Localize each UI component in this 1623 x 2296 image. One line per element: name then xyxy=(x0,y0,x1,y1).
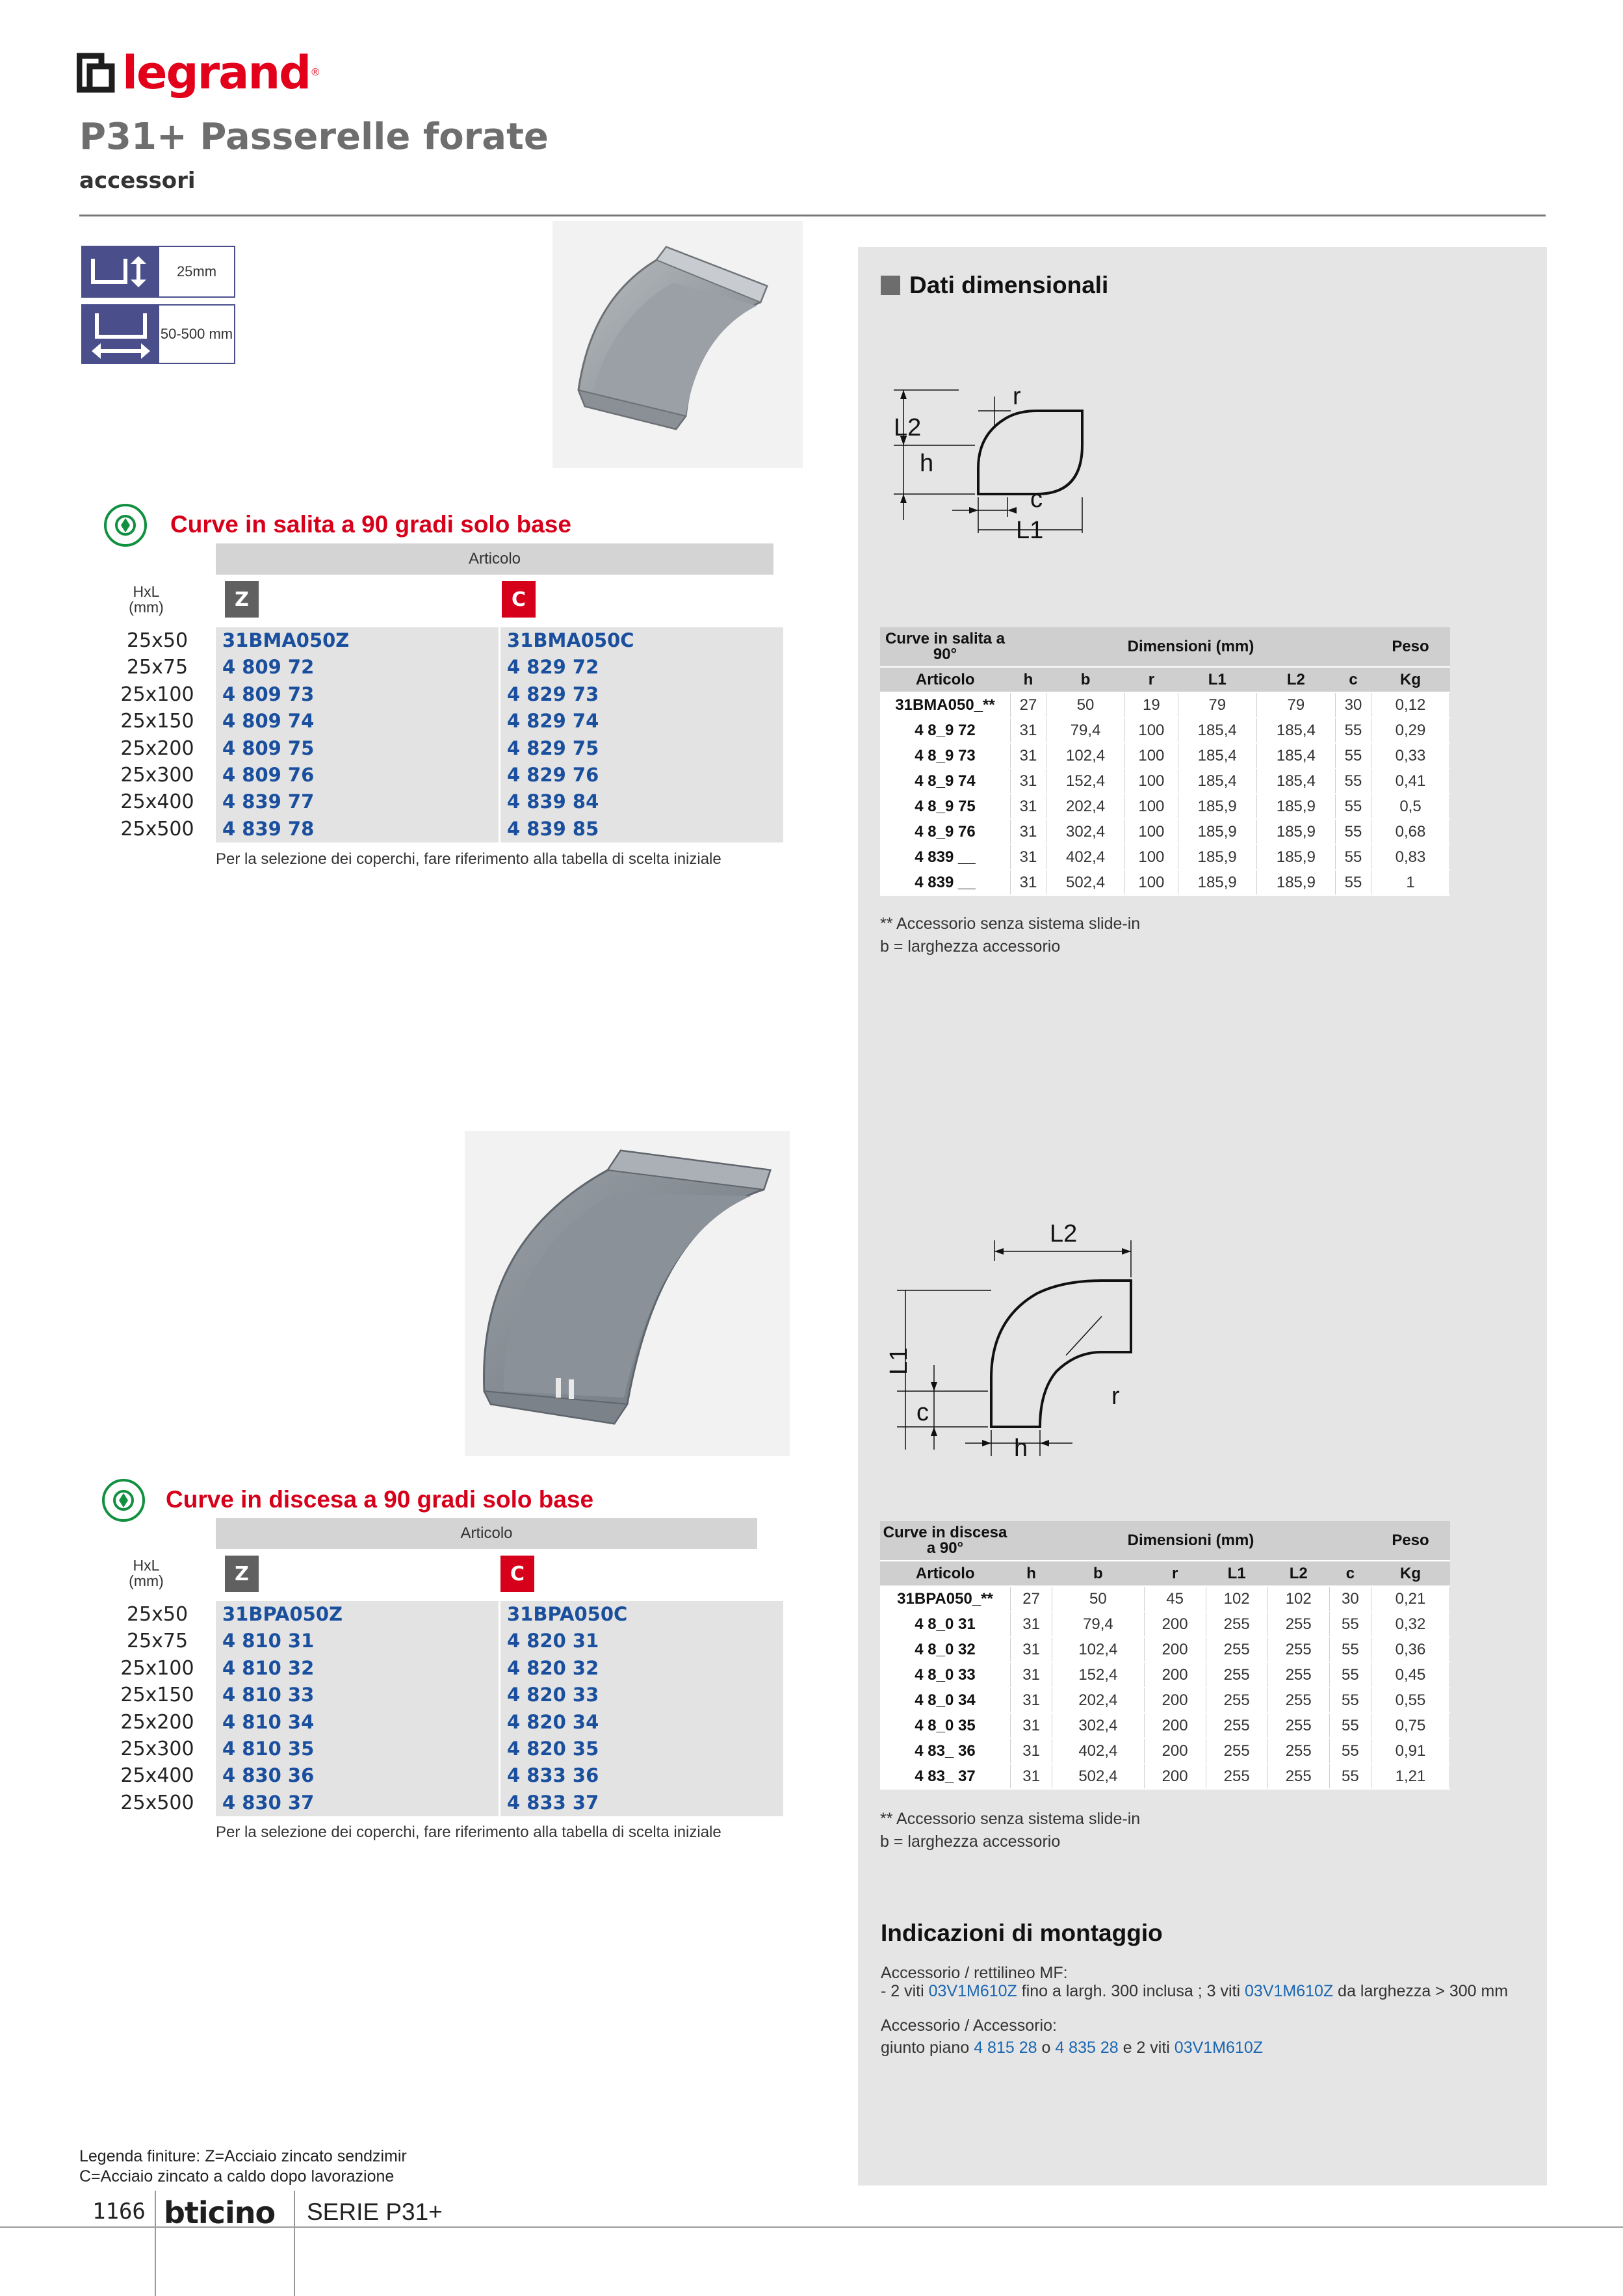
value-cell: 55 xyxy=(1335,718,1371,743)
value-cell: 302,4 xyxy=(1052,1713,1144,1738)
value-cell: 185,9 xyxy=(1256,794,1335,819)
section2-articolo-header: Articolo xyxy=(216,1518,757,1549)
table-row xyxy=(880,718,1450,743)
value-cell: 302,4 xyxy=(1046,819,1124,844)
value-cell: 402,4 xyxy=(1052,1738,1144,1764)
article-code-c[interactable]: 4 833 36 xyxy=(500,1762,784,1789)
montaggio-instructions xyxy=(881,1964,1508,2057)
value-cell: 0,21 xyxy=(1371,1586,1450,1611)
article-code-z[interactable]: 4 809 75 xyxy=(216,735,500,762)
value-cell: 185,9 xyxy=(1178,794,1256,819)
value-cell: 27 xyxy=(1011,692,1046,718)
column-header: L1 xyxy=(1206,1561,1267,1586)
value-cell: 79,4 xyxy=(1052,1611,1144,1637)
dati-dimensionali-heading: Dati dimensionali xyxy=(881,272,1108,299)
height-badge xyxy=(81,246,235,298)
column-header: Kg xyxy=(1371,667,1450,692)
size-cell: 25x150 xyxy=(120,1684,194,1707)
value-cell: 102,4 xyxy=(1046,743,1124,768)
joint-code-link[interactable]: 4 815 28 xyxy=(974,2038,1037,2057)
value-cell: 502,4 xyxy=(1046,870,1124,895)
value-cell: 200 xyxy=(1144,1637,1206,1662)
header-divider xyxy=(79,215,1546,216)
value-cell: 0,55 xyxy=(1371,1688,1450,1713)
article-code-z[interactable]: 4 809 76 xyxy=(216,762,500,789)
article-code-c[interactable]: 4 829 76 xyxy=(500,762,784,789)
montaggio-line-joint: giunto piano 4 815 28 o 4 835 28 e 2 viti 03V1M610Z xyxy=(881,2038,1263,2057)
curve-down-photo xyxy=(465,1131,790,1456)
table-row xyxy=(880,743,1450,768)
article-code-z[interactable]: 4 810 32 xyxy=(216,1655,500,1682)
dim-table1-note-width: b = larghezza accessorio xyxy=(880,937,1061,956)
table-row xyxy=(99,1790,783,1816)
dim-table-caption: Curve in discesa a 90° xyxy=(880,1521,1011,1561)
column-header: r xyxy=(1144,1561,1206,1586)
value-cell: 0,32 xyxy=(1371,1611,1450,1637)
article-cell: 4 839 __ xyxy=(880,844,1011,870)
value-cell: 31 xyxy=(1011,1688,1052,1713)
article-code-z[interactable]: 31BPA050Z xyxy=(216,1601,500,1628)
width-badge xyxy=(81,304,235,364)
article-code-z[interactable]: 4 830 36 xyxy=(216,1762,500,1789)
value-cell: 185,9 xyxy=(1256,844,1335,870)
table-row xyxy=(99,1601,783,1628)
value-cell: 50 xyxy=(1052,1586,1144,1611)
value-cell: 255 xyxy=(1267,1738,1329,1764)
value-cell: 255 xyxy=(1206,1662,1267,1688)
article-code-c[interactable]: 31BPA050C xyxy=(500,1601,784,1628)
value-cell: 55 xyxy=(1335,768,1371,794)
table-row xyxy=(880,1713,1450,1738)
value-cell: 255 xyxy=(1206,1738,1267,1764)
size-cell: 25x75 xyxy=(126,656,188,679)
value-cell: 255 xyxy=(1267,1713,1329,1738)
value-cell: 255 xyxy=(1206,1688,1267,1713)
value-cell: 31 xyxy=(1011,1662,1052,1688)
article-cell: 4 8_0 31 xyxy=(880,1611,1011,1637)
article-code-z[interactable]: 4 839 78 xyxy=(216,816,500,842)
h-label: h xyxy=(1014,1435,1028,1462)
value-cell: 79,4 xyxy=(1046,718,1124,743)
size-cell: 25x50 xyxy=(126,1603,188,1626)
value-cell: 0,33 xyxy=(1371,743,1450,768)
page-number: 1166 xyxy=(92,2198,146,2224)
l1-label: L1 xyxy=(885,1347,913,1375)
table-row xyxy=(99,1655,783,1682)
article-cell: 31BMA050_** xyxy=(880,692,1011,718)
article-code-c[interactable]: 4 839 84 xyxy=(500,789,784,815)
size-cell: 25x50 xyxy=(126,629,188,652)
value-cell: 202,4 xyxy=(1046,794,1124,819)
l1-label: L1 xyxy=(1016,517,1044,544)
l2-label: L2 xyxy=(1050,1220,1078,1247)
value-cell: 31 xyxy=(1011,743,1046,768)
column-header: Kg xyxy=(1371,1561,1450,1586)
value-cell: 152,4 xyxy=(1052,1662,1144,1688)
value-cell: 0,36 xyxy=(1371,1637,1450,1662)
size-cell: 25x200 xyxy=(120,737,194,760)
size-cell: 25x500 xyxy=(120,817,194,841)
screw-code-link[interactable]: 03V1M610Z xyxy=(928,1981,1017,2000)
value-cell: 27 xyxy=(1011,1586,1052,1611)
value-cell: 255 xyxy=(1206,1611,1267,1637)
article-code-c[interactable]: 31BMA050C xyxy=(500,627,784,654)
value-cell: 31 xyxy=(1011,1637,1052,1662)
value-cell: 100 xyxy=(1125,794,1178,819)
value-cell: 185,4 xyxy=(1178,768,1256,794)
weight-group-header: Peso xyxy=(1371,1521,1450,1561)
value-cell: 185,9 xyxy=(1178,819,1256,844)
column-header: c xyxy=(1335,667,1371,692)
montaggio-line-screws: - 2 viti 03V1M610Z fino a largh. 300 inclusa ; 3 viti 03V1M610Z da larghezza > 300 mm xyxy=(881,1981,1509,2000)
dim-table2-note-slide: ** Accessorio senza sistema slide-in xyxy=(880,1810,1141,1828)
article-cell: 4 83_ 36 xyxy=(880,1738,1011,1764)
value-cell: 100 xyxy=(1125,844,1178,870)
value-cell: 55 xyxy=(1335,794,1371,819)
table-row xyxy=(99,1682,783,1708)
value-cell: 31 xyxy=(1011,1713,1052,1738)
table-row xyxy=(99,1762,783,1789)
value-cell: 31 xyxy=(1011,1764,1052,1789)
article-code-c[interactable]: 4 829 75 xyxy=(500,735,784,762)
value-cell: 31 xyxy=(1011,819,1046,844)
size-cell: 25x300 xyxy=(120,764,194,787)
article-cell: 4 8_9 76 xyxy=(880,819,1011,844)
r-label: r xyxy=(1013,383,1021,410)
column-header: h xyxy=(1011,667,1046,692)
dim-table1-note-slide: ** Accessorio senza sistema slide-in xyxy=(880,915,1141,933)
article-cell: 4 839 __ xyxy=(880,870,1011,895)
value-cell: 200 xyxy=(1144,1738,1206,1764)
section1-article-table xyxy=(99,627,783,842)
column-header: b xyxy=(1046,667,1124,692)
value-cell: 200 xyxy=(1144,1688,1206,1713)
table-row xyxy=(99,762,783,789)
value-cell: 79 xyxy=(1178,692,1256,718)
column-header: L2 xyxy=(1267,1561,1329,1586)
value-cell: 255 xyxy=(1206,1637,1267,1662)
size-cell: 25x200 xyxy=(120,1710,194,1734)
value-cell: 200 xyxy=(1144,1764,1206,1789)
value-cell: 55 xyxy=(1329,1738,1371,1764)
height-value: 25mm xyxy=(176,263,217,280)
article-cell: 4 8_0 32 xyxy=(880,1637,1011,1662)
value-cell: 1 xyxy=(1371,870,1450,895)
article-code-c[interactable]: 4 820 34 xyxy=(500,1709,784,1736)
value-cell: 55 xyxy=(1335,870,1371,895)
curve-down-dimension-table xyxy=(880,1521,1450,1790)
article-cell: 4 8_9 72 xyxy=(880,718,1011,743)
value-cell: 0,41 xyxy=(1371,768,1450,794)
c-label: c xyxy=(1030,486,1043,513)
table-row xyxy=(99,708,783,735)
footer-vertical-rule xyxy=(294,2191,295,2296)
article-code-z[interactable]: 4 810 35 xyxy=(216,1736,500,1762)
value-cell: 0,68 xyxy=(1371,819,1450,844)
value-cell: 55 xyxy=(1335,743,1371,768)
screw-code-link[interactable]: 03V1M610Z xyxy=(1174,2038,1263,2057)
value-cell: 185,4 xyxy=(1256,718,1335,743)
article-cell: 4 8_0 34 xyxy=(880,1688,1011,1713)
value-cell: 100 xyxy=(1125,768,1178,794)
quality-certification-icon xyxy=(102,1479,145,1522)
value-cell: 31 xyxy=(1011,768,1046,794)
value-cell: 31 xyxy=(1011,844,1046,870)
value-cell: 55 xyxy=(1329,1611,1371,1637)
column-header: c xyxy=(1329,1561,1371,1586)
value-cell: 185,9 xyxy=(1256,870,1335,895)
value-cell: 31 xyxy=(1011,794,1046,819)
h-label: h xyxy=(920,450,934,477)
size-cell: 25x300 xyxy=(120,1738,194,1761)
montaggio-line-accessory: Accessorio / Accessorio: xyxy=(881,2016,1057,2035)
table-row xyxy=(880,1688,1450,1713)
section2-cover-note: Per la selezione dei coperchi, fare riferimento alla tabella di scelta iniziale xyxy=(216,1823,721,1841)
dim-table2-note-width: b = larghezza accessorio xyxy=(880,1833,1061,1851)
legrand-logo: legrand ® xyxy=(77,46,319,100)
article-code-z[interactable]: 4 810 34 xyxy=(216,1709,500,1736)
square-bullet-icon xyxy=(881,276,900,295)
article-code-z[interactable]: 31BMA050Z xyxy=(216,627,500,654)
article-cell: 4 83_ 37 xyxy=(880,1764,1011,1789)
value-cell: 100 xyxy=(1125,743,1178,768)
column-header: L1 xyxy=(1178,667,1256,692)
size-cell: 25x400 xyxy=(120,790,194,814)
value-cell: 0,83 xyxy=(1371,844,1450,870)
value-cell: 55 xyxy=(1329,1688,1371,1713)
value-cell: 185,4 xyxy=(1256,768,1335,794)
value-cell: 0,12 xyxy=(1371,692,1450,718)
article-code-z[interactable]: 4 809 73 xyxy=(216,681,500,708)
article-code-c[interactable]: 4 833 37 xyxy=(500,1790,784,1816)
value-cell: 0,75 xyxy=(1371,1713,1450,1738)
article-cell: 4 8_9 75 xyxy=(880,794,1011,819)
column-header: L2 xyxy=(1256,667,1335,692)
article-cell: 4 8_9 73 xyxy=(880,743,1011,768)
table-row xyxy=(880,819,1450,844)
value-cell: 402,4 xyxy=(1046,844,1124,870)
table-row xyxy=(880,692,1450,718)
value-cell: 55 xyxy=(1335,819,1371,844)
value-cell: 185,4 xyxy=(1256,743,1335,768)
article-cell: 4 8_9 74 xyxy=(880,768,1011,794)
value-cell: 100 xyxy=(1125,718,1178,743)
value-cell: 202,4 xyxy=(1052,1688,1144,1713)
value-cell: 55 xyxy=(1329,1764,1371,1789)
article-code-c[interactable]: 4 820 33 xyxy=(500,1682,784,1708)
table-row xyxy=(99,789,783,815)
table-row xyxy=(99,1736,783,1762)
value-cell: 0,5 xyxy=(1371,794,1450,819)
article-code-c[interactable]: 4 820 32 xyxy=(500,1655,784,1682)
article-code-c[interactable]: 4 839 85 xyxy=(500,816,784,842)
value-cell: 200 xyxy=(1144,1713,1206,1738)
dim-group-header: Dimensioni (mm) xyxy=(1011,627,1371,667)
table-row xyxy=(880,1611,1450,1637)
value-cell: 185,9 xyxy=(1178,870,1256,895)
value-cell: 102,4 xyxy=(1052,1637,1144,1662)
value-cell: 255 xyxy=(1267,1662,1329,1688)
value-cell: 0,29 xyxy=(1371,718,1450,743)
article-code-z[interactable]: 4 810 31 xyxy=(216,1628,500,1654)
article-code-c[interactable]: 4 829 73 xyxy=(500,681,784,708)
finish-c-tag: C xyxy=(502,581,536,618)
montaggio-line-straight: Accessorio / rettilineo MF: xyxy=(881,1964,1068,1982)
table-row xyxy=(99,681,783,708)
joint-code-link[interactable]: 4 835 28 xyxy=(1055,2038,1119,2057)
article-code-z[interactable]: 4 809 74 xyxy=(216,708,500,735)
bticino-logo: bticino xyxy=(164,2195,276,2230)
table-row xyxy=(99,1628,783,1654)
value-cell: 185,9 xyxy=(1178,844,1256,870)
finish-z-tag: Z xyxy=(225,1556,259,1592)
table-row xyxy=(99,654,783,681)
value-cell: 55 xyxy=(1335,844,1371,870)
value-cell: 1,21 xyxy=(1371,1764,1450,1789)
section1-articolo-header: Articolo xyxy=(216,543,773,575)
size-cell: 25x100 xyxy=(120,1656,194,1680)
section1-cover-note: Per la selezione dei coperchi, fare riferimento alla tabella di scelta iniziale xyxy=(216,850,721,868)
value-cell: 30 xyxy=(1329,1586,1371,1611)
value-cell: 100 xyxy=(1125,819,1178,844)
value-cell: 55 xyxy=(1329,1637,1371,1662)
value-cell: 30 xyxy=(1335,692,1371,718)
section1-title: Curve in salita a 90 gradi solo base xyxy=(170,511,571,538)
dim-group-header: Dimensioni (mm) xyxy=(1011,1521,1371,1561)
l2-label: L2 xyxy=(894,414,922,441)
section1-hxl-label: HxL (mm) xyxy=(129,583,164,616)
table-row xyxy=(880,870,1450,895)
article-cell: 31BPA050_** xyxy=(880,1586,1011,1611)
finish-z-tag: Z xyxy=(225,581,259,618)
finish-c-tag: C xyxy=(500,1556,534,1592)
column-header: Articolo xyxy=(880,667,1011,692)
value-cell: 255 xyxy=(1206,1713,1267,1738)
screw-code-link[interactable]: 03V1M610Z xyxy=(1245,1981,1334,2000)
article-code-c[interactable]: 4 829 74 xyxy=(500,708,784,735)
value-cell: 185,4 xyxy=(1178,718,1256,743)
value-cell: 19 xyxy=(1125,692,1178,718)
value-cell: 255 xyxy=(1267,1611,1329,1637)
value-cell: 55 xyxy=(1329,1662,1371,1688)
value-cell: 31 xyxy=(1011,1738,1052,1764)
dim-table-caption: Curve in salita a 90° xyxy=(880,627,1011,667)
dim-table-column-header-row xyxy=(880,667,1450,692)
table-row xyxy=(880,1738,1450,1764)
value-cell: 185,4 xyxy=(1178,743,1256,768)
column-header: b xyxy=(1052,1561,1144,1586)
column-header: h xyxy=(1011,1561,1052,1586)
article-code-c[interactable]: 4 820 31 xyxy=(500,1628,784,1654)
page-subtitle: accessori xyxy=(79,168,196,194)
tray-width-icon xyxy=(83,306,159,363)
r-label: r xyxy=(1111,1383,1120,1410)
tray-height-icon xyxy=(83,247,159,296)
table-row xyxy=(880,1662,1450,1688)
finish-legend: Legenda finiture: Z=Acciaio zincato sendzimir C=Acciaio zincato a caldo dopo lavorazione xyxy=(79,2147,407,2186)
value-cell: 185,9 xyxy=(1256,819,1335,844)
table-row xyxy=(880,844,1450,870)
page-title: P31+ Passerelle forate xyxy=(79,116,549,158)
dim-table-column-header-row xyxy=(880,1561,1450,1586)
value-cell: 255 xyxy=(1267,1688,1329,1713)
size-cell: 25x75 xyxy=(126,1630,188,1653)
legrand-mark-icon xyxy=(77,52,116,94)
table-row xyxy=(880,1637,1450,1662)
article-code-z[interactable]: 4 810 33 xyxy=(216,1682,500,1708)
value-cell: 100 xyxy=(1125,870,1178,895)
size-cell: 25x500 xyxy=(120,1791,194,1814)
value-cell: 255 xyxy=(1267,1637,1329,1662)
section2-title: Curve in discesa a 90 gradi solo base xyxy=(166,1486,594,1513)
quality-certification-icon xyxy=(104,504,147,547)
article-code-c[interactable]: 4 829 72 xyxy=(500,654,784,681)
table-row xyxy=(99,816,783,842)
article-cell: 4 8_0 33 xyxy=(880,1662,1011,1688)
article-code-c[interactable]: 4 820 35 xyxy=(500,1736,784,1762)
value-cell: 31 xyxy=(1011,870,1046,895)
value-cell: 102 xyxy=(1267,1586,1329,1611)
curve-up-dimension-diagram xyxy=(881,371,1102,553)
curve-up-photo xyxy=(552,221,803,468)
value-cell: 0,91 xyxy=(1371,1738,1450,1764)
value-cell: 502,4 xyxy=(1052,1764,1144,1789)
value-cell: 200 xyxy=(1144,1611,1206,1637)
value-cell: 31 xyxy=(1011,1611,1052,1637)
size-cell: 25x100 xyxy=(120,683,194,706)
size-cell: 25x150 xyxy=(120,710,194,733)
article-cell: 4 8_0 35 xyxy=(880,1713,1011,1738)
value-cell: 31 xyxy=(1011,718,1046,743)
article-code-z[interactable]: 4 839 77 xyxy=(216,789,500,815)
article-code-z[interactable]: 4 809 72 xyxy=(216,654,500,681)
table-row xyxy=(880,1586,1450,1611)
curve-up-dimension-table xyxy=(880,627,1450,896)
value-cell: 50 xyxy=(1046,692,1124,718)
size-cell: 25x400 xyxy=(120,1764,194,1788)
brand-wordmark: legrand xyxy=(122,46,311,99)
table-row xyxy=(880,768,1450,794)
value-cell: 255 xyxy=(1267,1764,1329,1789)
value-cell: 102 xyxy=(1206,1586,1267,1611)
value-cell: 255 xyxy=(1206,1764,1267,1789)
value-cell: 79 xyxy=(1256,692,1335,718)
value-cell: 0,45 xyxy=(1371,1662,1450,1688)
table-row xyxy=(99,627,783,654)
montaggio-heading: Indicazioni di montaggio xyxy=(881,1920,1163,1946)
value-cell: 55 xyxy=(1329,1713,1371,1738)
width-value: 50-500 mm xyxy=(160,326,233,343)
series-label: SERIE P31+ xyxy=(307,2198,443,2225)
c-label: c xyxy=(916,1399,929,1426)
weight-group-header: Peso xyxy=(1371,627,1450,667)
table-row xyxy=(880,1764,1450,1789)
table-row xyxy=(880,794,1450,819)
value-cell: 152,4 xyxy=(1046,768,1124,794)
section2-article-table xyxy=(99,1601,783,1816)
column-header: Articolo xyxy=(880,1561,1011,1586)
value-cell: 200 xyxy=(1144,1662,1206,1688)
footer-vertical-rule xyxy=(155,2191,156,2296)
curve-down-dimension-diagram xyxy=(881,1216,1141,1469)
table-row xyxy=(99,735,783,762)
table-row xyxy=(99,1709,783,1736)
article-code-z[interactable]: 4 830 37 xyxy=(216,1790,500,1816)
column-header: r xyxy=(1125,667,1178,692)
value-cell: 45 xyxy=(1144,1586,1206,1611)
section2-hxl-label: HxL (mm) xyxy=(129,1557,164,1590)
